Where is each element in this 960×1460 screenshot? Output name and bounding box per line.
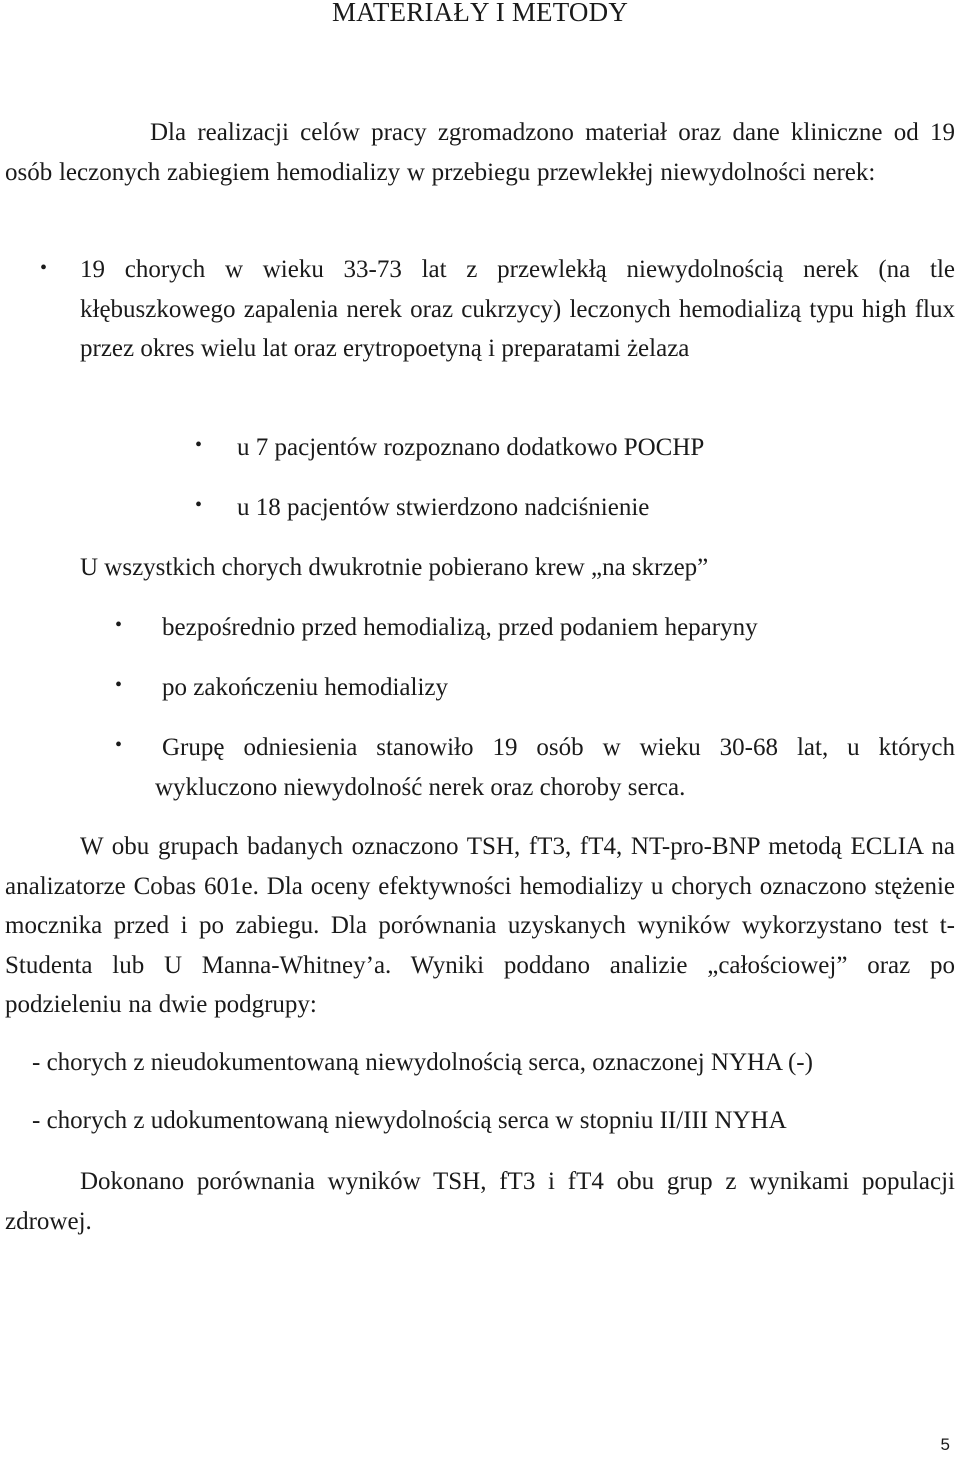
section-title: MATERIAŁY I METODY [331, 0, 629, 27]
methods-text: W obu grupach badanych oznaczono TSH, fT3, fT4, NT-pro-BNP metodą ECLIA na analizatorze Cobas 601e. Dla oceny efektywności hemodializy u chorych oznaczono stężenie mocznika przed i po zabiegu. Dla porównania uzyskanych wyników wykorzystano test t-Studenta lub U Manna-Whitney’a. Wyniki poddano analizie „całościowej” oraz po podzieleniu na dwie podgrupy: [5, 833, 955, 1018]
bullet-icon: • [195, 494, 203, 516]
sampling-bullet-text: po zakończeniu hemodializy [162, 674, 448, 701]
main-bullet-text: 19 chorych w wieku 33-73 lat z przewlekłą niewydolnością nerek (na tle kłębuszkowego zapalenia nerek oraz cukrzycy) leczonych hemodializą typu high flux przez okres wielu lat oraz erytropoetyną i preparatami żelaza [80, 256, 955, 362]
bullet-icon: • [115, 674, 123, 696]
subgroup-item: - chorych z udokumentowaną niewydolnością serca w stopniu II/III NYHA [32, 1107, 787, 1134]
bullet-icon: • [195, 434, 203, 456]
bullet-icon: • [40, 257, 48, 279]
comparison-paragraph [5, 1162, 955, 1241]
sub-bullet-text: u 18 pacjentów stwierdzono nadciśnienie [237, 494, 650, 521]
sampling-bullet-text: bezpośrednio przed hemodializą, przed podaniem heparyny [162, 614, 758, 641]
comparison-text: Dokonano porównania wyników TSH, fT3 i fT4 obu grup z wynikami populacji zdrowej. [5, 1168, 955, 1235]
sub-bullet-text: u 7 pacjentów rozpoznano dodatkowo POCHP [237, 434, 705, 461]
intro-paragraph [5, 113, 955, 192]
subgroup-item: - chorych z nieudokumentowaną niewydolnością serca, oznaczonej NYHA (-) [32, 1049, 813, 1076]
bullet-icon: • [115, 614, 123, 636]
intro-text: Dla realizacji celów pracy zgromadzono materiał oraz dane kliniczne od 19 osób leczonych zabiegiem hemodializy w przebiegu przewlekłej niewydolności nerek: [5, 119, 955, 186]
reference-group-text: Grupę odniesienia stanowiło 19 osób w wieku 30-68 lat, u których wykluczono niewydolność nerek oraz choroby serca. [155, 734, 955, 801]
bullet-icon: • [115, 734, 123, 756]
blood-sampling-text: U wszystkich chorych dwukrotnie pobierano krew „na skrzep” [80, 554, 709, 581]
methods-paragraph [5, 827, 955, 1025]
page-number: 5 [940, 1435, 950, 1454]
